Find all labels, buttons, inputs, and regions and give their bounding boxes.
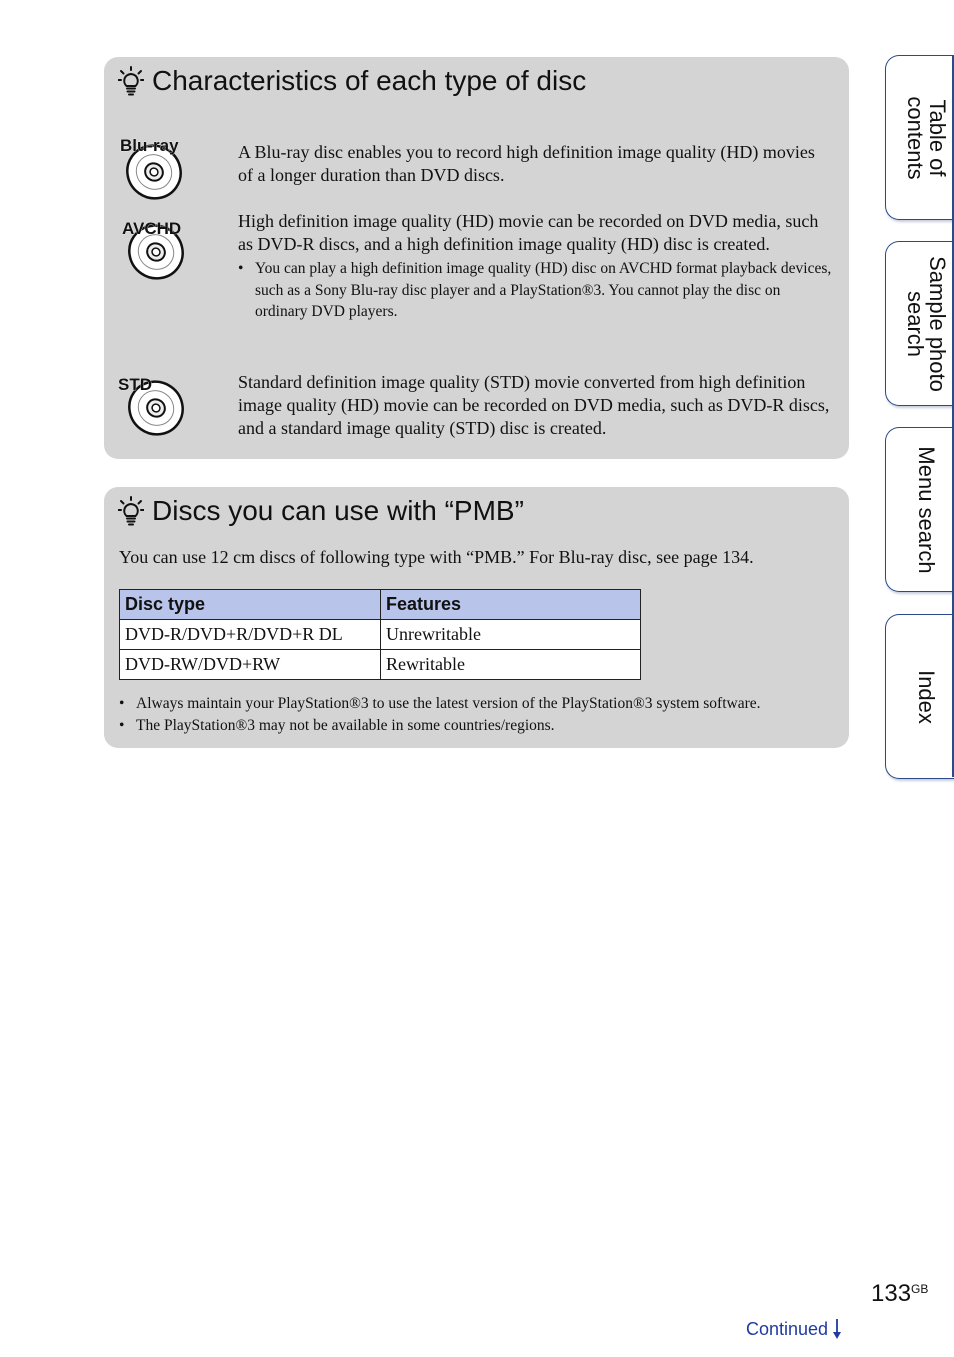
notes-list <box>119 693 844 737</box>
table-header-row <box>120 590 641 620</box>
blu-ray-logo-text: Blu-ray <box>120 136 179 155</box>
arrow-down-icon <box>832 1318 842 1340</box>
list-item: • The PlayStation®3 may not be available in some countries/regions. <box>119 715 844 737</box>
table-cell: DVD-RW/DVD+RW <box>120 650 381 680</box>
column-header-features: Features <box>381 590 641 620</box>
page-number-suffix: GB <box>911 1282 929 1296</box>
disc-type-avchd <box>118 212 838 352</box>
std-disc-icon <box>118 370 190 440</box>
lightbulb-icon <box>118 496 144 526</box>
tab-sample-photo-search[interactable] <box>885 241 954 406</box>
pmb-discs-panel <box>104 487 849 748</box>
avchd-disc-icon <box>118 212 190 282</box>
tab-menu-search[interactable] <box>885 427 954 592</box>
tab-label: Table of contents <box>903 95 950 180</box>
disc-characteristics-panel <box>104 57 849 459</box>
table-cell: DVD-R/DVD+R/DVD+R DL <box>120 620 381 650</box>
tab-label: Sample photo search <box>903 255 950 392</box>
tab-label: Index <box>914 669 939 724</box>
continued-label: Continued <box>746 1318 829 1339</box>
std-description: Standard definition image quality (STD) movie converted from high definition image quality (HD) movie can be recorded on DVD media, such as DVD-R discs, and a standard image quality (STD) disc is created. <box>238 372 830 438</box>
table-cell: Unrewritable <box>381 620 641 650</box>
column-header-disc-type: Disc type <box>120 590 381 620</box>
lightbulb-icon <box>118 66 144 96</box>
table-row <box>120 620 641 650</box>
blu-ray-description: A Blu-ray disc enables you to record high definition image quality (HD) movies of a longer duration than DVD discs. <box>238 142 815 185</box>
section-heading-text: Discs you can use with “PMB” <box>152 495 524 526</box>
table-cell: Rewritable <box>381 650 641 680</box>
table-row <box>120 650 641 680</box>
disc-type-blu-ray <box>118 132 838 202</box>
blu-ray-disc-icon <box>118 132 190 202</box>
avchd-description-block <box>238 210 834 323</box>
page-number <box>871 1280 928 1308</box>
intro-text: You can use 12 cm discs of following type with “PMB.” For Blu-ray disc, see page 134. <box>119 547 754 567</box>
disc-type-table <box>119 589 641 680</box>
list-item: • Always maintain your PlayStation®3 to use the latest version of the PlayStation®3 system software. <box>119 693 844 715</box>
section-heading <box>118 495 524 527</box>
section-heading <box>118 65 586 97</box>
avchd-note: • You can play a high definition image quality (HD) disc on AVCHD format playback devices, such as a Sony Blu-ray disc player and a PlayStation®3. You cannot play the disc on ordinary DVD players. <box>238 258 834 323</box>
page-number-value: 133 <box>871 1280 912 1307</box>
section-heading-text: Characteristics of each type of disc <box>152 65 587 96</box>
disc-type-std <box>118 370 838 442</box>
tab-table-of-contents[interactable] <box>885 55 954 220</box>
avchd-logo-text: AVCHD <box>122 219 182 238</box>
continued-link[interactable] <box>746 1318 842 1340</box>
tab-index[interactable] <box>885 614 954 779</box>
tab-label: Menu search <box>914 445 939 574</box>
std-logo-text: STD <box>118 375 152 394</box>
avchd-description: High definition image quality (HD) movie can be recorded on DVD media, such as DVD-R discs, and a high definition image quality (HD) disc is created. <box>238 211 819 254</box>
